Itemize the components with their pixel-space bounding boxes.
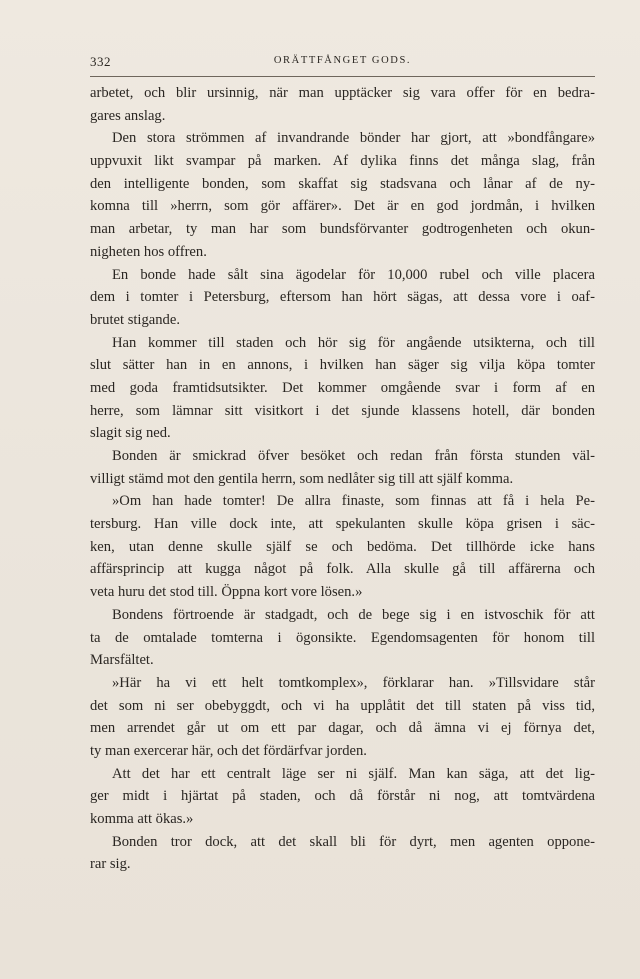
text-line: nigheten hos offren. (90, 243, 207, 260)
header-rule (90, 76, 595, 77)
text-line: rar sig. (90, 856, 131, 873)
text-line: dem i tomter i Petersburg, eftersom han hört sägas, att dessa vore i oaf- (90, 289, 595, 306)
text-line: Bonden är smickrad öfver besöket och redan från första stunden väl- (112, 448, 595, 464)
text-line: slagit sig ned. (90, 425, 171, 442)
text-line: Bondens förtroende är stadgadt, och de bege sig i en istvoschik för att (112, 606, 595, 623)
text-line: den intelligente bonden, som skaffat sig stadsvana och lånar af de ny- (90, 175, 595, 192)
text-line: slut sätter han in en annons, i hvilken han säger sig vilja köpa tomter (90, 357, 595, 374)
text-line: ty man exercerar här, och det fördärfvar jorden. (90, 742, 367, 759)
text-line: Han kommer till staden och hör sig för angående utsikterna, och till (112, 334, 595, 351)
running-title: ORÄTTFÅNGET GODS. (273, 55, 412, 66)
text-line: herre, som lämnar sitt visitkort i det sjunde klassens hotell, där bonden (90, 402, 595, 419)
page-header (90, 52, 595, 74)
text-line: Att det har ett centralt läge ser ni själf. Man kan säga, att det lig- (112, 765, 595, 782)
page-number: 332 (90, 54, 111, 69)
text-line: brutet stigande. (90, 311, 180, 328)
text-line: ken, utan denne skulle själf se och bedöma. Det tillhörde icke hans (90, 538, 595, 555)
text-line: ger midt i hjärtat på staden, och då förstår ni nog, att tomtvärdena (90, 788, 595, 805)
text-line: det som ni ser obebyggdt, och vi ha upplåtit det till staten på viss tid, (90, 697, 595, 714)
text-line: »Här ha vi ett helt tomtkomplex», förklarar han. »Tillsvidare står (112, 674, 595, 691)
text-line: komma att ökas.» (90, 811, 194, 827)
text-line: komna till »herrn, som gör affärer». Det är en god jordmån, i hvilken (90, 198, 595, 215)
text-line: arbetet, och blir ursinnig, när man upptäcker sig vara offer för en bedra- (90, 85, 595, 101)
text-line: Bonden tror dock, att det skall bli för dyrt, men agenten oppone- (112, 833, 595, 850)
body-text (90, 82, 595, 876)
text-line: veta huru det stod till. Öppna kort vore lösen.» (90, 584, 363, 601)
text-line: uppvuxit likt svampar på marken. Af dylika finns det många slag, från (90, 153, 595, 170)
text-line: Marsfältet. (90, 652, 154, 669)
text-line: villigt stämd mot den gentila herrn, som nedlåter sig till att själf komma. (90, 470, 514, 487)
text-line: gares anslag. (90, 107, 166, 124)
text-line: men arrendet går ut om ett par dagar, och då ämna vi ej förnya det, (90, 720, 595, 737)
text-line: man arbetar, ty man har som bundsförvanter godtrogenheten och okun- (90, 221, 595, 238)
text-line: »Om han hade tomter! De allra finaste, som finnas att få i hela Pe- (112, 493, 595, 510)
text-line: tersburg. Han ville dock inte, att spekulanten skulle köpa grisen i säc- (90, 516, 595, 533)
text-line: med goda framtidsutsikter. Det kommer omgående svar i form af en (90, 379, 595, 396)
text-line: Den stora strömmen af invandrande bönder har gjort, att »bondfångare» (112, 130, 595, 147)
text-line: ta de omtalade tomterna i ögonsikte. Egendomsagenten för honom till (90, 629, 595, 646)
text-line: En bonde hade sålt sina ägodelar för 10,000 rubel och ville placera (112, 266, 595, 283)
text-line: affärsprincip att kugga något på folk. Alla skulle gå till affärerna och (90, 561, 595, 578)
